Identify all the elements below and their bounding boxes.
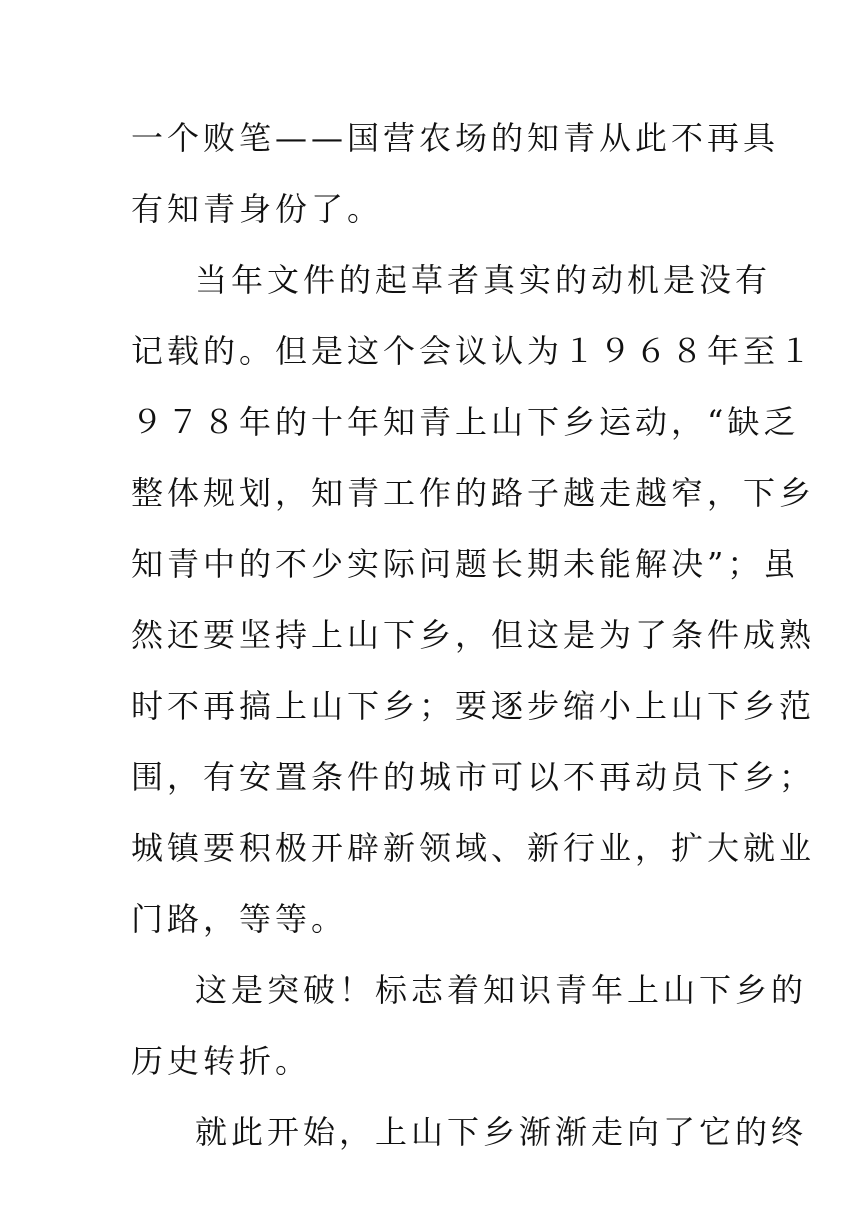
text-line-5: ９７８年的十年知青上山下乡运动，“缺乏: [131, 403, 800, 441]
text-line-10: 围，有安置条件的城市可以不再动员下乡；: [131, 758, 816, 796]
text-line-1: 一个败笔——国营农场的知青从此不再具: [131, 119, 780, 157]
paragraph-start-line: 就此开始，上山下乡渐渐走向了它的终: [195, 1113, 808, 1151]
text-line-12: 门路，等等。: [131, 900, 348, 938]
text-line-14: 历史转折。: [131, 1042, 312, 1080]
text-line-9: 时不再搞上山下乡；要逐步缩小上山下乡范: [131, 687, 816, 725]
text-line-6: 整体规划，知青工作的路子越走越窄，下乡: [131, 474, 816, 512]
paragraph-start-line: 当年文件的起草者真实的动机是没有: [195, 261, 772, 299]
paragraph-start-line: 这是突破！标志着知识青年上山下乡的: [195, 971, 808, 1009]
text-line-8: 然还要坚持上山下乡，但这是为了条件成熟: [131, 616, 816, 654]
text-line-4: 记载的。但是这个会议认为１９６８年至１: [131, 332, 816, 370]
text-line-7: 知青中的不少实际问题长期未能解决”；虽: [131, 545, 800, 583]
text-line-11: 城镇要积极开辟新领域、新行业，扩大就业: [131, 829, 816, 867]
text-line-2: 有知青身份了。: [131, 190, 384, 228]
